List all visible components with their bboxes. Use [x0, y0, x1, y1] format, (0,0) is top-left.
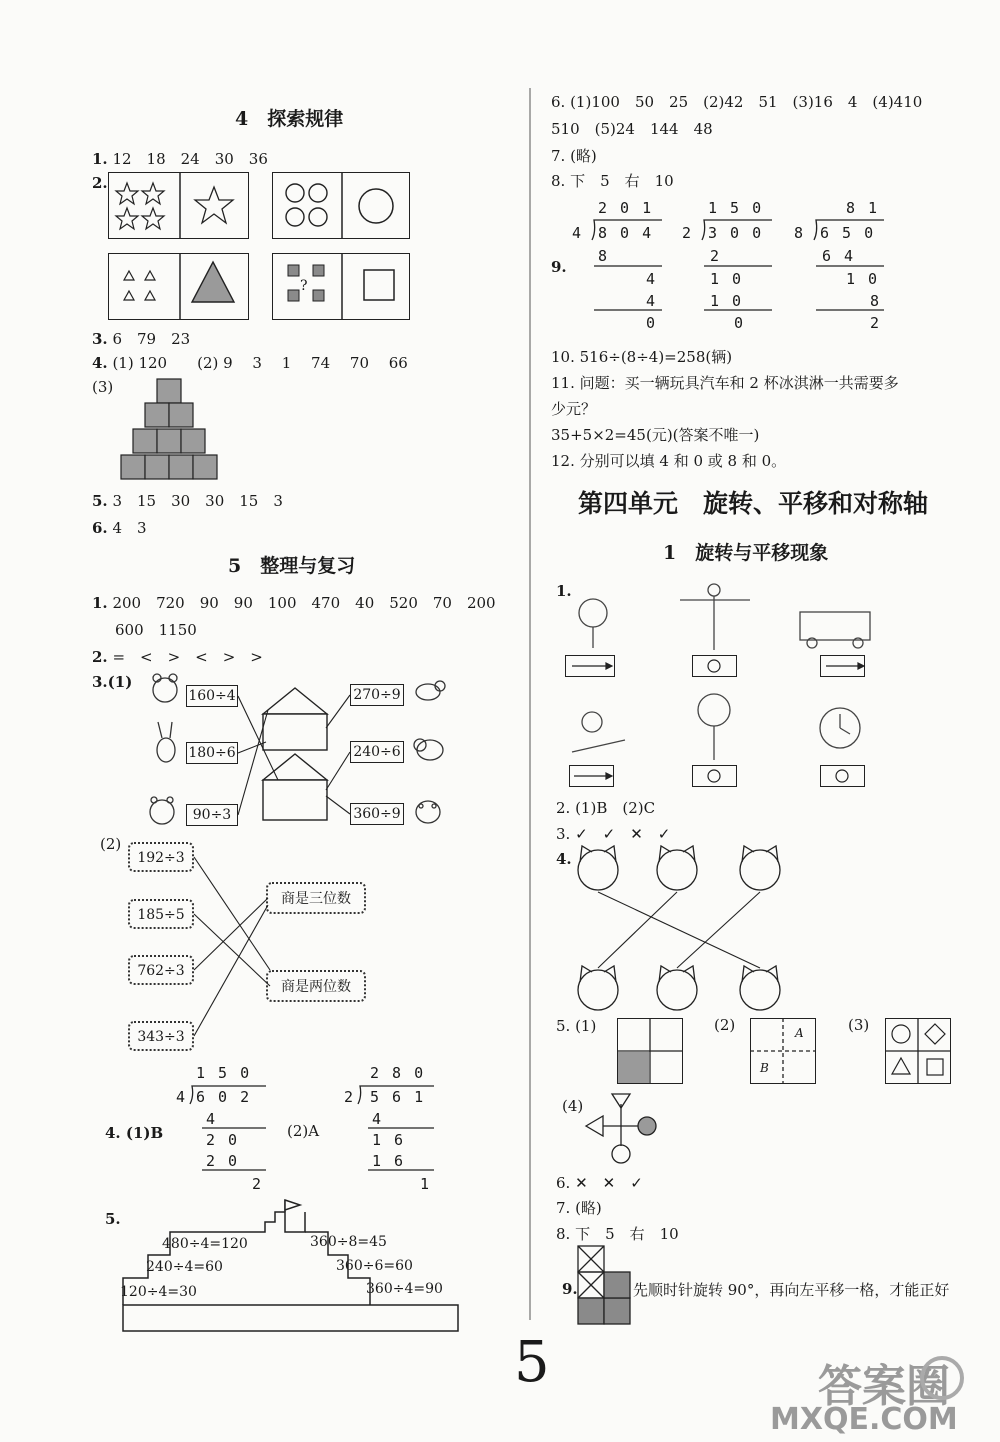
- big-star-icon: [195, 187, 233, 223]
- divA-step2: 4: [646, 270, 658, 288]
- section-title-review: 5 整理与复习: [228, 555, 356, 577]
- div2-step2: 1 6: [372, 1131, 406, 1149]
- div1-divisor: 4: [176, 1088, 188, 1106]
- divB-step1: 2: [710, 247, 722, 265]
- div1-step3: 2 0: [206, 1152, 240, 1170]
- stair-expr-1: 480÷4=120: [162, 1236, 248, 1252]
- answer-u4-8: 8. 下 5 右 10: [556, 1225, 679, 1243]
- answer-4-1: 1. 12 18 24 30 36: [92, 150, 268, 168]
- answer-u4-1-label: 1.: [556, 582, 572, 600]
- letter-b: B: [760, 1061, 769, 1075]
- answer-u4-6: 6. ✕ ✕ ✓: [556, 1174, 643, 1192]
- answer-4-2-label: 2.: [92, 174, 108, 192]
- big-triangle-icon: [192, 262, 234, 302]
- divA-dividend: 8 0 4: [598, 224, 654, 242]
- answer-4-5: 5. 3 15 30 30 15 3: [92, 492, 283, 510]
- answer-5-3b-label: (2): [100, 835, 122, 853]
- watermark-logo: 答案圈: [818, 1361, 950, 1412]
- answer-4-4a: 4. (1) 120 (2) 9 3 1 74 70 66: [92, 354, 408, 372]
- page-number: 5: [514, 1330, 550, 1395]
- divC-dividend: 6 5 0: [820, 224, 876, 242]
- stair-expr-5: 120÷4=30: [120, 1284, 197, 1300]
- section-title-explore-patterns: 4 探索规律: [235, 108, 344, 130]
- answer-text: 200 720 90 90 100 470 40 520 70 200: [112, 594, 496, 612]
- expr-box-right-2: 240÷6: [350, 741, 404, 763]
- divC-step3: 8: [870, 292, 882, 310]
- expr-box-right-1: 270÷9: [350, 684, 404, 706]
- answer-text: 12 18 24 30 36: [112, 150, 268, 168]
- answer-5-5-label: 5.: [105, 1210, 121, 1228]
- stairs-diagram: [123, 1200, 458, 1331]
- answer-11-line2: 少元？: [551, 400, 597, 418]
- div2-remainder: 1: [420, 1175, 432, 1193]
- expr-box-left-2: 180÷6: [186, 742, 238, 764]
- answer-text: 6 79 23: [112, 330, 191, 348]
- answer-9-label: 9.: [551, 258, 567, 276]
- watermark-url: MXQE.COM: [770, 1402, 958, 1437]
- divA-step3: 4: [646, 292, 658, 310]
- answer-u4-7: 7. (略): [556, 1199, 602, 1217]
- div1-quotient: 1 5 0: [196, 1064, 252, 1082]
- small-stars-icon: [116, 183, 164, 229]
- cat-faces-icons: [578, 846, 780, 1010]
- answer-8: 8. 下 5 右 10: [551, 172, 674, 190]
- answer-11-line3: 35+5×2=45(元)(答案不唯一): [551, 426, 760, 444]
- divB-step3: 1 0: [710, 292, 744, 310]
- matching-lines-cats: [598, 892, 760, 968]
- motion-pictures: [572, 584, 870, 760]
- stacked-boxes-pyramid: [121, 379, 217, 479]
- motion-symbols: [572, 660, 864, 782]
- small-triangles-icon: [124, 271, 155, 300]
- rotation-pattern-grid: [578, 1246, 630, 1324]
- small-circles-icon: [286, 184, 327, 226]
- divC-quotient: 8 1: [846, 199, 880, 217]
- expr-oval-4: 343÷3: [128, 1021, 194, 1051]
- symmetric-figure: [586, 1094, 656, 1163]
- division-brackets-left: [190, 1086, 434, 1170]
- answer-5-3-label: 3.(1): [92, 673, 133, 691]
- answer-7: 7. (略): [551, 147, 597, 165]
- answer-10: 10. 516÷(8÷4)=258(辆): [551, 348, 733, 366]
- answer-u4-5-label: 5. (1): [556, 1017, 597, 1035]
- answer-5-2: 2. = < > < > >: [92, 648, 263, 666]
- div2-step1: 4: [372, 1110, 384, 1128]
- big-circle-icon: [359, 189, 393, 223]
- answer-5-1-line2: 600 1150: [115, 621, 197, 639]
- divB-step2: 1 0: [710, 270, 744, 288]
- divC-remainder: 2: [870, 314, 882, 332]
- div2-divisor: 2: [344, 1088, 356, 1106]
- div1-dividend: 6 0 2: [196, 1088, 252, 1106]
- answer-6-line1: 6. (1)100 50 25 (2)42 51 (3)16 4 (4)410: [551, 93, 923, 111]
- house-icons: [263, 688, 327, 820]
- answer-u4-5-2-label: (2): [714, 1016, 736, 1034]
- div1-remainder: 2: [252, 1175, 264, 1193]
- answer-u4-5-4-label: (4): [562, 1097, 584, 1115]
- divA-divisor: 4: [572, 224, 584, 242]
- divA-quotient: 2 0 1: [598, 199, 654, 217]
- answer-5-4b: (2)A: [287, 1122, 320, 1140]
- question-mark: ?: [300, 278, 308, 294]
- subsection-title-rotation-translation: 1 旋转与平移现象: [663, 542, 829, 564]
- div1-step1: 4: [206, 1110, 218, 1128]
- divC-divisor: 8: [794, 224, 806, 242]
- matching-lines-2: [194, 857, 270, 1036]
- div2-step3: 1 6: [372, 1152, 406, 1170]
- division-brackets-right: [592, 220, 884, 310]
- answer-u4-3: 3. ✓ ✓ ✕ ✓: [556, 825, 671, 843]
- expr-box-right-3: 360÷9: [350, 803, 404, 825]
- watermark-circle: [922, 1358, 962, 1398]
- answer-4-6: 6. 4 3: [92, 519, 147, 537]
- stair-expr-4: 360÷6=60: [336, 1258, 413, 1274]
- small-squares-icon: [288, 265, 324, 301]
- divB-quotient: 1 5 0: [708, 199, 764, 217]
- answer-5-1-line1: 1. 200 720 90 90 100 470 40 520 70 200: [92, 594, 496, 612]
- answer-text: (1) 120 (2) 9 3 1 74 70 66: [112, 354, 408, 372]
- expr-box-left-1: 160÷4: [186, 685, 238, 707]
- divB-divisor: 2: [682, 224, 694, 242]
- answer-u4-9-text: 先顺时针旋转 90°，再向左平移一格，才能正好: [633, 1281, 950, 1299]
- div2-dividend: 5 6 1: [370, 1088, 426, 1106]
- answer-4-3: 3. 6 79 23: [92, 330, 191, 348]
- div2-quotient: 2 8 0: [370, 1064, 426, 1082]
- big-square-icon: [364, 270, 394, 300]
- letter-a: A: [795, 1026, 804, 1040]
- answer-u4-5-3-label: (3): [848, 1016, 870, 1034]
- answer-11-line1: 11. 问题：买一辆玩具汽车和 2 杯冰淇淋一共需要多: [551, 374, 899, 392]
- answer-text: 4 3: [112, 519, 147, 537]
- answer-text: = < > < > >: [112, 648, 263, 666]
- divB-dividend: 3 0 0: [708, 224, 764, 242]
- expr-oval-1: 192÷3: [128, 842, 194, 872]
- stair-expr-6: 360÷4=90: [366, 1281, 443, 1297]
- expr-box-left-3: 90÷3: [186, 804, 238, 826]
- stair-expr-3: 240÷4=60: [146, 1259, 223, 1275]
- answer-u4-4-label: 4.: [556, 850, 572, 868]
- div1-step2: 2 0: [206, 1131, 240, 1149]
- divC-step1: 6 4: [822, 247, 856, 265]
- shaded-cell: [618, 1052, 649, 1083]
- stair-expr-2: 360÷8=45: [310, 1234, 387, 1250]
- answer-12: 12. 分别可以填 4 和 0 或 8 和 0。: [551, 452, 787, 470]
- answer-text: 3 15 30 30 15 3: [112, 492, 283, 510]
- answer-label: 4. (1)B: [105, 1124, 164, 1142]
- divA-step1: 8: [598, 247, 610, 265]
- answer-u4-2: 2. (1)B (2)C: [556, 799, 656, 817]
- divB-remainder: 0: [734, 314, 746, 332]
- answer-6-line2: 510 (5)24 144 48: [551, 120, 713, 138]
- divA-remainder: 0: [646, 314, 658, 332]
- expr-oval-3: 762÷3: [128, 955, 194, 985]
- unit-title: 第四单元 旋转、平移和对称轴: [578, 489, 929, 518]
- answer-4-4b-label: (3): [92, 378, 114, 396]
- divC-step2: 1 0: [846, 270, 880, 288]
- answer-u4-9-label: 9.: [562, 1280, 578, 1298]
- expr-oval-2: 185÷5: [128, 899, 194, 929]
- category-three-digit: 商是三位数: [266, 882, 366, 914]
- category-two-digit: 商是两位数: [266, 970, 366, 1002]
